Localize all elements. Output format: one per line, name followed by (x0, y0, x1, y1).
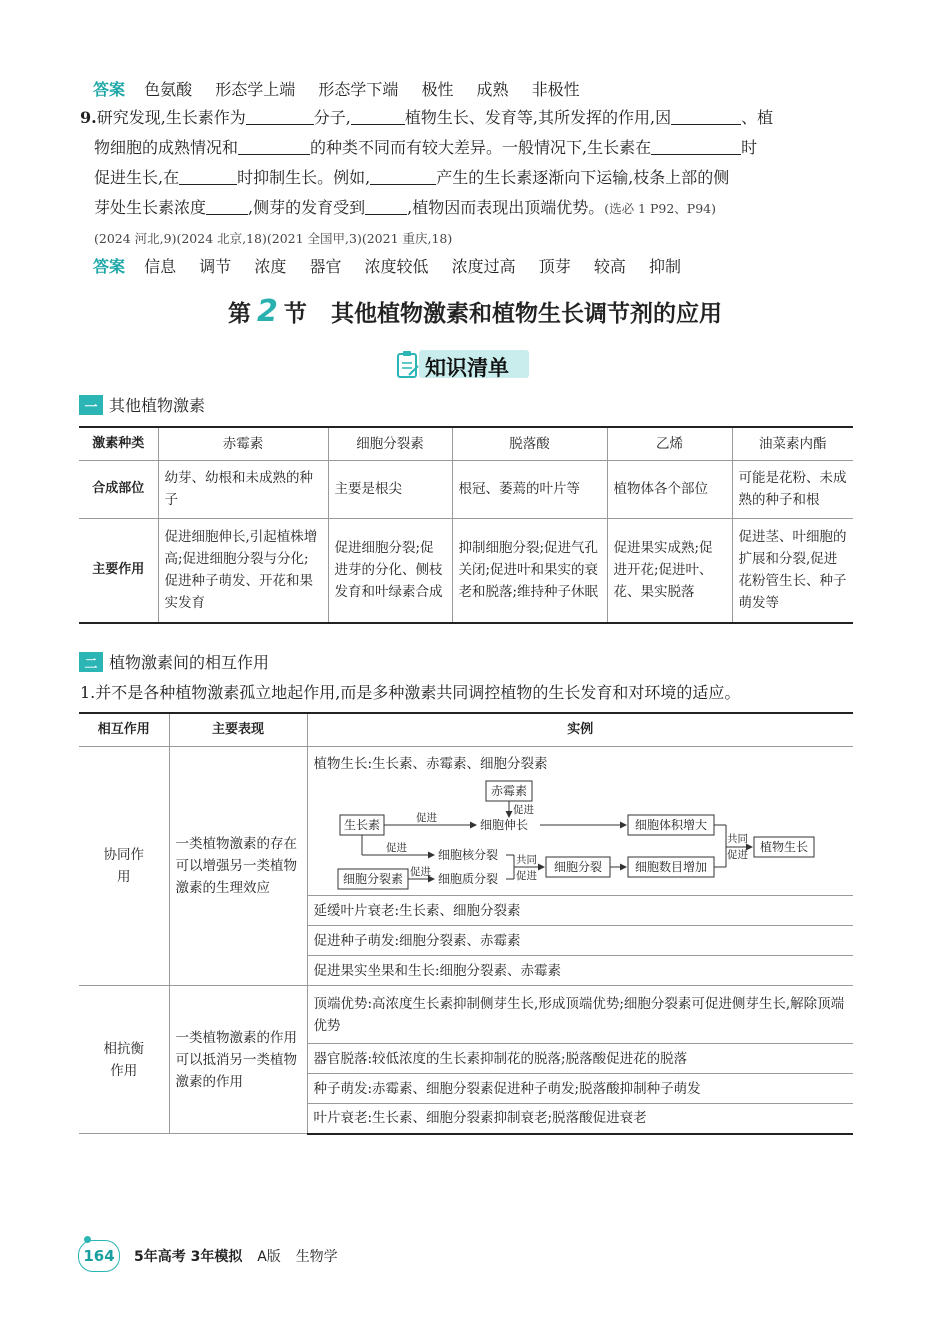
header-cell: 脱落酸 (452, 427, 607, 460)
example-text: 促进果实坐果和生长:细胞分裂素、赤霉素 (307, 956, 853, 986)
header-cell: 油菜素内酯 (732, 427, 853, 460)
q9-text: 研究发现,生长素作为 (96, 108, 246, 127)
table-cell: 主要是根尖 (328, 460, 452, 518)
answer-blank[interactable] (351, 108, 405, 125)
hormones-table (79, 426, 853, 624)
section-title (0, 294, 950, 329)
subsection-title: 植物激素间的相互作用 (109, 653, 270, 672)
table-cell: 植物体各个部位 (607, 460, 732, 518)
nucleus-division-label: 细胞核分裂 (437, 848, 498, 862)
row-label: 合成部位 (79, 460, 158, 518)
answer-item: 顶芽 (538, 257, 571, 276)
page-number: 164 (78, 1240, 120, 1272)
answer-item: 形态学上端 (215, 80, 296, 99)
note-1: 1.并不是各种植物激素孤立地起作用,而是多种激素共同调控植物的生长发育和对环境的适应。 (80, 683, 741, 702)
table-cell: 促进茎、叶细胞的扩展和分裂,促进花粉管生长、种子萌发等 (732, 518, 853, 623)
answer-row-1 (93, 77, 598, 100)
cell-number-label: 细胞数目增加 (634, 860, 707, 874)
question-number: 9. (80, 108, 97, 127)
table-header-row (79, 713, 853, 747)
subsection-title: 其他植物激素 (109, 396, 206, 415)
answer-item: 色氨酸 (144, 80, 193, 99)
promote-label: 促进 (409, 866, 431, 878)
answer-item: 成熟 (476, 80, 509, 99)
q9-text: 植物生长、发育等,其所发挥的作用,因 (404, 108, 672, 127)
example-text: 叶片衰老:生长素、细胞分裂素抑制衰老;脱落酸促进衰老 (307, 1104, 853, 1134)
q9-line-2 (80, 133, 880, 163)
table-cell: 促进果实成熟;促进开花;促进叶、花、果实脱落 (607, 518, 732, 623)
q9-text: ,植物因而表现出顶端优势。 (407, 198, 605, 217)
header-cell: 相互作用 (79, 713, 169, 747)
book-title: 5年高考 3年模拟 (134, 1249, 243, 1265)
promote-label: 促进 (415, 812, 437, 824)
interaction-type: 相抗衡作用 (79, 986, 169, 1134)
example-text: 促进种子萌发:细胞分裂素、赤霉素 (307, 926, 853, 956)
answer-label: 答案 (93, 257, 126, 276)
subsection-marker-text: 二 (84, 657, 98, 672)
together-label: 共同 (726, 833, 748, 845)
book-edition: A版 (257, 1249, 281, 1265)
answer-item: 极性 (421, 80, 454, 99)
promote-label: 促进 (385, 842, 407, 854)
q9-line-4 (80, 193, 880, 224)
answer-row-2 (93, 254, 699, 277)
question-9 (80, 103, 880, 254)
table-cell: 促进细胞分裂;促进芽的分化、侧枝发育和叶绿素合成 (328, 518, 452, 623)
gibberellin-label: 赤霉素 (490, 784, 527, 798)
section-number: 2 (257, 294, 278, 329)
table-row (79, 986, 853, 1044)
cell-volume-label: 细胞体积增大 (634, 818, 707, 832)
synergy-diagram (308, 779, 854, 899)
header-cell: 主要表现 (169, 713, 307, 747)
answer-item: 抑制 (648, 257, 681, 276)
interactions-table (79, 712, 853, 1135)
q9-sources: (2024 河北,9)(2024 北京,18)(2021 全国甲,3)(2021 重庆,18) (94, 231, 453, 246)
answer-item: 浓度过高 (451, 257, 516, 276)
subsection-marker (79, 395, 103, 415)
interaction-desc: 一类植物激素的作用可以抵消另一类植物激素的作用 (169, 986, 307, 1134)
interaction-desc: 一类植物激素的存在可以增强另一类植物激素的生理效应 (169, 747, 307, 986)
table-cell: 幼芽、幼根和未成熟的种子 (158, 460, 328, 518)
header-cell: 细胞分裂素 (328, 427, 452, 460)
table-row (79, 518, 853, 623)
example-text: 延缓叶片衰老:生长素、细胞分裂素 (307, 896, 853, 926)
answer-item: 调节 (199, 257, 232, 276)
answer-blank[interactable] (370, 168, 436, 185)
q9-text: 的种类不同而有较大差异。一般情况下,生长素在 (310, 138, 652, 157)
promote-label: 促进 (515, 870, 537, 882)
book-subject: 生物学 (295, 1249, 338, 1265)
q9-text: 产生的生长素逐渐向下运输,枝条上部的侧 (436, 168, 730, 187)
section-suffix: 节 (283, 301, 307, 327)
cell-division-label: 细胞分裂 (553, 860, 602, 874)
table-cell: 可能是花粉、未成熟的种子和根 (732, 460, 853, 518)
promote-label: 促进 (726, 849, 748, 861)
q9-text: ,侧芽的发育受到 (248, 198, 366, 217)
q9-line-1 (80, 103, 880, 133)
answer-item: 非极性 (531, 80, 580, 99)
subsection-marker-text: 一 (84, 400, 98, 415)
cytoplasm-division-label: 细胞质分裂 (437, 872, 498, 886)
subsection-1-heading (79, 393, 205, 416)
q9-line-3 (80, 163, 880, 193)
table-row (79, 747, 853, 896)
table-header-row (79, 427, 853, 460)
q9-text: 时 (741, 138, 758, 157)
subsection-marker (79, 652, 103, 672)
knowledge-list-heading (395, 348, 535, 382)
answer-blank[interactable] (671, 108, 741, 125)
table-cell: 促进细胞伸长,引起植株增高;促进细胞分裂与分化;促进种子萌发、开花和果实发育 (158, 518, 328, 623)
interaction-type: 协同作用 (79, 747, 169, 986)
q9-text: 物细胞的成熟情况和 (94, 138, 239, 157)
q9-text: 分子, (313, 108, 351, 127)
table-row (79, 460, 853, 518)
answer-blank[interactable] (179, 168, 237, 185)
section-name: 其他植物激素和植物生长调节剂的应用 (330, 301, 722, 327)
q9-text: 、植 (741, 108, 774, 127)
textbook-ref: (选必 1 P92、P94) (604, 201, 716, 216)
header-cell: 乙烯 (607, 427, 732, 460)
example-text: 植物生长:生长素、赤霉素、细胞分裂素 (313, 756, 548, 772)
plant-growth-label: 植物生长 (759, 840, 808, 854)
answer-item: 器官 (309, 257, 342, 276)
answer-label: 答案 (93, 80, 126, 99)
header-cell: 激素种类 (79, 427, 158, 460)
heading-text: 知识清单 (425, 356, 509, 380)
table-cell: 根冠、萎蔫的叶片等 (452, 460, 607, 518)
answer-blank[interactable] (365, 198, 407, 215)
example-text: 顶端优势:高浓度生长素抑制侧芽生长,形成顶端优势;细胞分裂素可促进侧芽生长,解除顶端优势 (307, 986, 853, 1044)
together-label: 共同 (515, 854, 537, 866)
clipboard-icon (395, 350, 421, 380)
answer-item: 浓度较低 (364, 257, 429, 276)
answer-item: 浓度 (254, 257, 287, 276)
cell-elongation-label: 细胞伸长 (479, 818, 528, 832)
header-cell: 实例 (307, 713, 853, 747)
answer-blank[interactable] (206, 198, 248, 215)
example-text: 器官脱落:较低浓度的生长素抑制花的脱落;脱落酸促进花的脱落 (307, 1044, 853, 1074)
q9-text: 时抑制生长。例如, (237, 168, 371, 187)
cytokinin-label: 细胞分裂素 (342, 872, 403, 886)
q9-text: 促进生长,在 (94, 168, 180, 187)
promote-label: 促进 (512, 804, 534, 816)
row-label: 主要作用 (79, 518, 158, 623)
section-prefix: 第 (228, 301, 252, 327)
answer-blank[interactable] (651, 138, 741, 155)
answer-blank[interactable] (238, 138, 310, 155)
auxin-label: 生长素 (343, 818, 380, 832)
table-cell: 抑制细胞分裂;促进气孔关闭;促进叶和果实的衰老和脱落;维持种子休眠 (452, 518, 607, 623)
header-cell: 赤霉素 (158, 427, 328, 460)
answer-item: 形态学下端 (318, 80, 399, 99)
synergy-diagram-cell (307, 747, 853, 896)
answer-blank[interactable] (246, 108, 314, 125)
subsection-2-heading (79, 650, 269, 673)
example-text: 种子萌发:赤霉素、细胞分裂素促进种子萌发;脱落酸抑制种子萌发 (307, 1074, 853, 1104)
q9-text: 芽处生长素浓度 (94, 198, 207, 217)
answer-item: 信息 (144, 257, 177, 276)
answer-item: 较高 (593, 257, 626, 276)
book-info (134, 1246, 348, 1266)
